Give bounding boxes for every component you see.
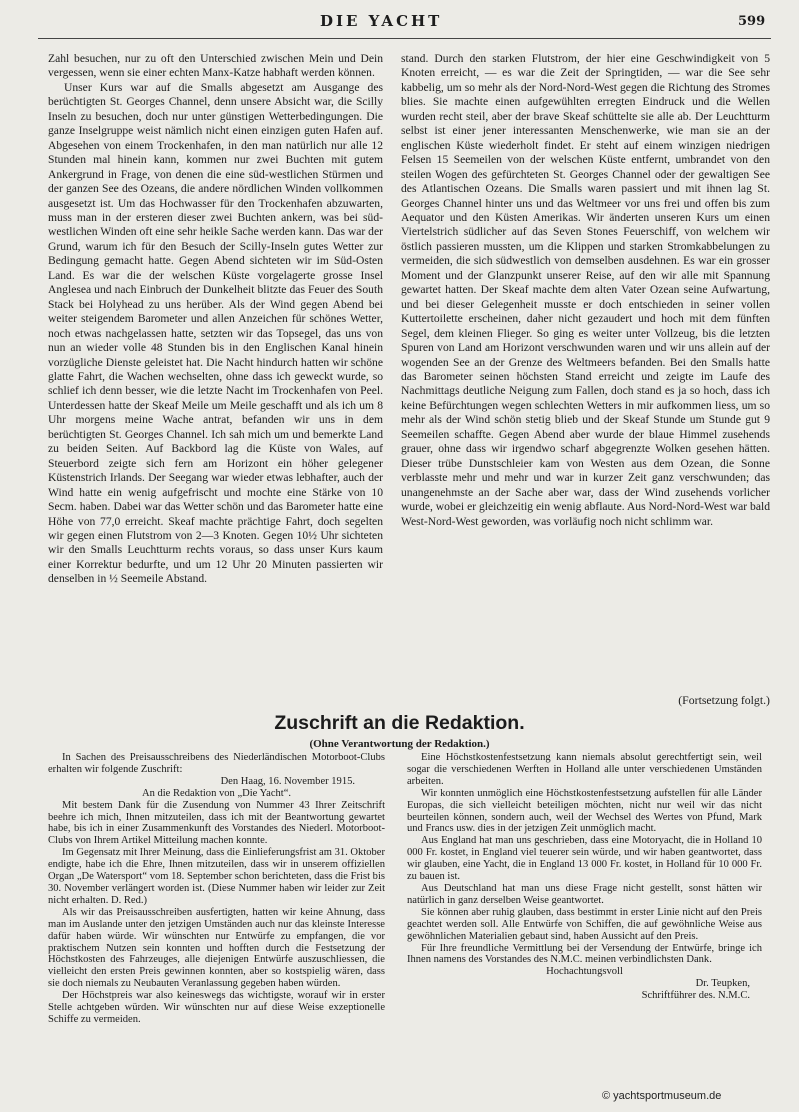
paragraph: Sie können aber ruhig glauben, dass bestimmt in erster Linie nicht auf den Preis geachtet werden soll. Alle Entwürfe von Schiffen, die auf gewöhnliche Weise aus gewöhnlichen Materialien gebaut sind, haben Aussicht auf den Preis.	[407, 906, 762, 942]
continuation-note: (Fortsetzung folgt.)	[678, 693, 770, 707]
signature-title: Schriftführer des. N.M.C.	[641, 990, 750, 1002]
paragraph: Zahl besuchen, nur zu oft den Unterschied zwischen Mein und Dein vergessen, wenn sie einer echten Manx-Katze habhaft werden können.	[48, 52, 383, 80]
paragraph: Im Gegensatz mit Ihrer Meinung, dass die Einlieferungsfrist am 31. Oktober endigte, habe ich die Ehre, Ihnen mitzuteilen, dass wir in unserem offiziellen Organ „De Watersport“ vom 18. September schon berichteten, dass die Frist bis 30. November verlängert worden ist. (Diese Nummer haben wir leider zur Zeit nicht erhalten. D. Red.)	[48, 847, 385, 906]
page-header	[0, 0, 799, 40]
paragraph: Aus England hat man uns geschrieben, dass eine Motoryacht, die in Holland 10 000 Fr. kostet, in England viel teuerer sein würde, und wir haben geantwortet, dass wir glauben, eine Yacht, die in England 13 000 Fr. kostet, in Holland für 10 000 Fr. zu bauen ist.	[407, 835, 762, 883]
paragraph: Wir konnten unmöglich eine Höchstkostenfestsetzung aufstellen für alle Länder Europas, die sich vielleicht beteiligen möchten, nicht nur weil wir das nicht beurteilen können, sondern auch, weil der Wechsel des Wertes von Pfund, Mark und Francs usw. dies in der jetzigen Zeit unmöglich macht.	[407, 787, 762, 835]
letter-place-date: Den Haag, 16. November 1915.	[220, 775, 355, 787]
letter-addressee: An die Redaktion von „Die Yacht“.	[141, 787, 292, 799]
article-column-left	[48, 52, 383, 692]
letter-column-left	[48, 752, 385, 1076]
paragraph: Mit bestem Dank für die Zusendung von Nummer 43 Ihrer Zeitschrift beehre ich mich, Ihnen mitzuteilen, dass ich mit der Beantwortung gewartet habe, bis ich in einer Zusammenkunft des Vorstandes des Niederl. Motorboot-Clubs von Ihrem Artikel Mitteilung machen konnte.	[48, 799, 385, 847]
letter-closing: Hochachtungsvoll	[546, 966, 623, 978]
header-rule	[38, 38, 771, 39]
running-title: DIE YACHT	[320, 12, 443, 30]
paragraph: Als wir das Preisausschreiben ausfertigten, hatten wir keine Ahnung, dass man im Auslande unter den jetzigen Umständen auch nur das kleinste Interesse dafür haben würde. Wir wünschten nur Entwürfe zu empfangen, die vor praktischem Nutzen sein konnten und hofften durch die Festsetzung der Höchstkosten des Fahrzeuges, alle diejenigen Entwürfe auszuschliessen, die vielleicht den ersten Preis gewinnen konnten, aber so kostspielig wären, dass sie doch niemals zu Neubauten Veranlassung gegeben haben würden.	[48, 906, 385, 990]
paragraph: stand. Durch den starken Flutstrom, der hier eine Geschwindigkeit von 5 Knoten erreicht, — es war die Zeit der Springtiden, — war die See sehr kabbelig, um so mehr als der Nord-Nord-West gegen die Richtung des Stromes blies. Sie machte einen aufgewühlten erregten Eindruck und die Wellen wurden recht steil, aber der brave Skeaf schüttelte sie alle ab. Der Leuchtturm selbst ist einer jener interessanten Menschenwerke, wie man sie an der englischen Küste wiederholt findet. Er steht auf einem winzigen niedrigen Felsen 15 Seemeilen von der welschen Küste entfernt, umbrandet von den steilen Wogen des gefürchteten St. Georges Channel oder der gewaltigen See des Atlantischen Ozeans. Die Smalls waren passiert und mit ihnen lag St. Georges Channel hinter uns und das Weltmeer vor uns frei und offen bis zum Aequator und den Küsten Amerikas. Wir änderten unseren Kurs um einen Viertelstrich südlicher auf das Seven Stones Feuerschiff, von welchem wir östlich passieren mussten, um die Klippen und starken Stromkabbelungen zu vermeiden, die sich südwestlich von demselben ausdehnen. Es war ein grosser Moment und der Glanzpunkt unserer Reise, auf den wir alle mit Spannung gewartet hatten. Der Skeaf machte dem alten Vater Ozean seine Aufwartung, und bei dieser Gelegenheit musste er doch entschieden in seiner vollen Kuttertoilette erscheinen, daher nicht gezaudert und hoch mit dem fünften Segel, dem kleinen Flieger. So ging es weiter unter Vollzeug, bis die letzten Spuren von Land am Horizont verschwunden waren und wir uns allein auf der wogenden See an der Grenze des Weltmeers befanden. Bei den Smalls hatte das Barometer seinen höchsten Stand erreicht und zeigte im Laufe des Nachmittags deutliche Neigung zum Fallen, doch stand es ja so hoch, dass ich keine Befürchtungen wegen schlechten Wetters in mir aufkommen liess, um so mehr als der Wind schön stetig blieb und der Skeaf Stunde um Stunde gut 9 Seemeilen schaffte. Gegen Abend aber wurde der blaue Himmel zusehends grauer, ohne dass wir irgendwo scharf abgegrenzte Wolken gesehen hätten. Dieser trübe Dunstschleier kam von Westen aus dem Ozean, die Sonne verblasste mehr und mehr und war in kurzer Zeit ganz verschwunden; das unangenehmste an der Sache aber war, dass der Wind zusehends vorlicher wurde, wobei er gleichzeitig ein wenig abflaute. Aus Nord-Nord-West war bald West-Nord-West geworden, was vorläufig noch nicht schlimm war.	[401, 52, 770, 528]
page-number: 599	[738, 14, 766, 29]
letter-column-right	[407, 752, 762, 1076]
watermark: © yachtsportmuseum.de	[602, 1090, 722, 1102]
paragraph: Eine Höchstkostenfestsetzung kann niemals absolut gerechtfertigt sein, weil sogar die verschiedenen Werften in Holland alle unter verschiedenen Umständen arbeiten.	[407, 752, 762, 787]
letter-title: Zuschrift an die Redaktion.	[274, 712, 525, 734]
letter-intro: In Sachen des Preisausschreibens des Niederländischen Motorboot-Clubs erhalten wir folgende Zuschrift:	[48, 752, 385, 775]
letter-subtitle: (Ohne Verantwortung der Redaktion.)	[309, 738, 490, 750]
paragraph: Aus Deutschland hat man uns diese Frage nicht gestellt, sonst hätten wir natürlich in ganz derselben Weise geantwortet.	[407, 882, 762, 906]
paragraph: Der Höchstpreis war also keineswegs das wichtigste, worauf wir in erster Stelle achtgeben würden. Wir wünschten nur auf diese Weise exzeptionelle Schiffe zu vermeiden.	[48, 990, 385, 1025]
paragraph: Unser Kurs war auf die Smalls abgesetzt am Ausgange des berüchtigten St. Georges Channel, denn unsere Absicht war, die Scilly Inseln zu besuchen, doch nur unter günstigen Wetterbedingungen. Die ganze Inselgruppe weist nämlich nicht einen einzigen guten Hafen auf. Abgesehen von einem Trockenhafen, in den man natürlich nur alle 12 Stunden mal hinein kann, kommen nur zwei Buchten mit gutem Ankergrund in Frage, von denen die eine süd-westlichen Stürmen und der ganzen See des Ozeans, die andere nördlichen Winden vollkommen ausgesetzt ist. Um das Hochwasser für den Trockenhafen abzuwarten, muss man in der ersteren dieser zwei Buchten ankern, was bei süd-westlichen Winden oft eine sehr heikle Sache werden kann. Das war der Grund, warum ich für den Besuch der Scilly-Inseln gutes Wetter zur Bedingung gemacht hatte. Gegen Abend sichteten wir im Süd-Osten Land. Es war die der welschen Küste vorgelagerte grosse Insel Anglesea und nach Einbruch der Dunkelheit blitzte das Feuer des South Stack bei Holyhead zu uns herüber. Als der Wind gegen Abend bei weiter steigendem Barometer und allen Anzeichen für schönes Wetter, noch etwas nachgelassen hatte, setzten wir das Topsegel, das uns von nun an wieder volle 48 Stunden bis in den Englischen Kanal hinein vorzügliche Dienste geleistet hat. Die Nacht hindurch hatten wir schöne glatte Fahrt, die Wachen wechselten, ohne dass ich geweckt wurde, so schlief ich denn besser, wie die letzte Nacht im Trockenhafen von Peel. Unterdessen hatte der Skeaf Meile um Meile geschafft und als ich um 8 Uhr morgens meine Wache antrat, befanden wir uns in dem berüchtigten St. Georges Channel. Ich sah mich um und bemerkte Land zu beiden Seiten. Auf Backbord lag die Küste von Wales, auf Steuerbord zeigte sich fern am Horizont ein höher gelegener Küstenstrich Irlands. Der Seegang war wieder etwas lebhafter, auch der Wind hatte ein wenig aufgefrischt und mochte eine Stärke von 10 Secm. haben. Dabei war das Wetter schön und das Barometer hatte eine Höhe von 77,0 erreicht. Skeaf machte prächtige Fahrt, doch segelten wir gegen einen Flutstrom von 2—3 Knoten. Gegen 10½ Uhr sichteten wir den Smalls Leuchtturm rechts voraus, so dass unser Kurs kaum einer Korrektur bedurfte, und um 12 Uhr 20 Minuten passierten wir denselben in ½ Seemeile Abstand.	[48, 80, 383, 586]
signature-name: Dr. Teupken,	[695, 978, 750, 990]
article-column-right	[401, 52, 770, 692]
paragraph: Für Ihre freundliche Vermittlung bei der Versendung der Entwürfe, bringe ich Ihnen namens des Vorstandes des N.M.C. meinen verbindlichsten Dank.	[407, 942, 762, 966]
